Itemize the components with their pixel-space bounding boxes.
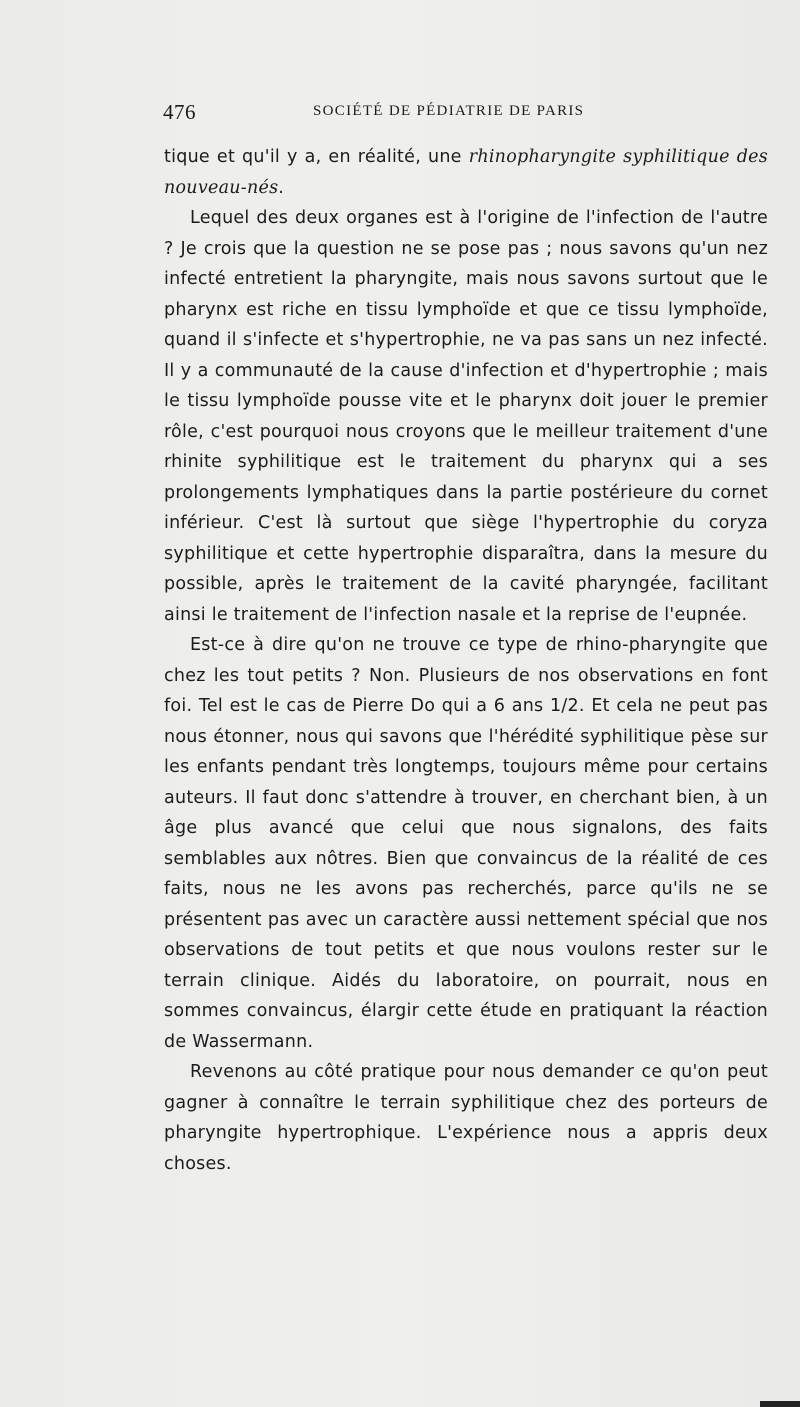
page-header — [163, 100, 763, 130]
paragraph-1-end: . — [278, 177, 285, 198]
paragraph-4: Revenons au côté pratique pour nous demander ce qu'on peut gagner à connaître le terrain syphilitique chez des porteurs de pharyngite hypertrophique. L'expérience nous a appris deux choses. — [164, 1062, 768, 1174]
paragraph-1-start: tique et qu'il y a, en réalité, une — [164, 147, 469, 167]
body-text — [164, 142, 768, 1179]
paragraph-1 — [164, 142, 768, 203]
page-edge-mark — [760, 1401, 800, 1407]
italic-term: rhinopharyngite syphilitique des nouveau-nés — [164, 147, 768, 198]
page-number: 476 — [163, 100, 196, 124]
paragraph-2: Lequel des deux organes est à l'origine de l'infection de l'autre ? Je crois que la question ne se pose pas ; nous savons qu'un nez infecté entretient la pharyngite, mais nous savons surtout que le pharynx est riche en tissu lymphoïde et que ce tissu lymphoïde, quand il s'infecte et s'hypertrophie, ne va pas sans un nez infecté. Il y a communauté de la cause d'infection et d'hypertrophie ; mais le tissu lymphoïde pousse vite et le pharynx doit jouer le premier rôle, c'est pourquoi nous croyons que le meilleur traitement d'une rhinite syphilitique est le traitement du pharynx qui a ses prolongements lymphatiques dans la partie postérieure du cornet inférieur. C'est là surtout que siège l'hypertrophie du coryza syphilitique et cette hypertrophie disparaîtra, dans la mesure du possible, après le traitement de la cavité pharyngée, facilitant ainsi le traitement de l'infection nasale et la reprise de l'eupnée. — [164, 208, 768, 625]
running-title: SOCIÉTÉ DE PÉDIATRIE DE PARIS — [313, 103, 585, 119]
paragraph-3: Est-ce à dire qu'on ne trouve ce type de rhino-pharyngite que chez les tout petits ? Non. Plusieurs de nos observations en font foi. Tel est le cas de Pierre Do qui a 6 ans 1/2. Et cela ne peut pas nous étonner, nous qui savons que l'hérédité syphilitique pèse sur les enfants pendant très longtemps, toujours même pour certains auteurs. Il faut donc s'attendre à trouver, en cherchant bien, à un âge plus avancé que celui que nous signalons, des faits semblables aux nôtres. Bien que convaincus de la réalité de ces faits, nous ne les avons pas recherchés, parce qu'ils ne se présentent pas avec un caractère aussi nettement spécial que nos observations de tout petits et que nous voulons rester sur le terrain clinique. Aidés du laboratoire, on pourrait, nous en sommes convaincus, élargir cette étude en pratiquant la réaction de Wassermann. — [164, 635, 768, 1052]
